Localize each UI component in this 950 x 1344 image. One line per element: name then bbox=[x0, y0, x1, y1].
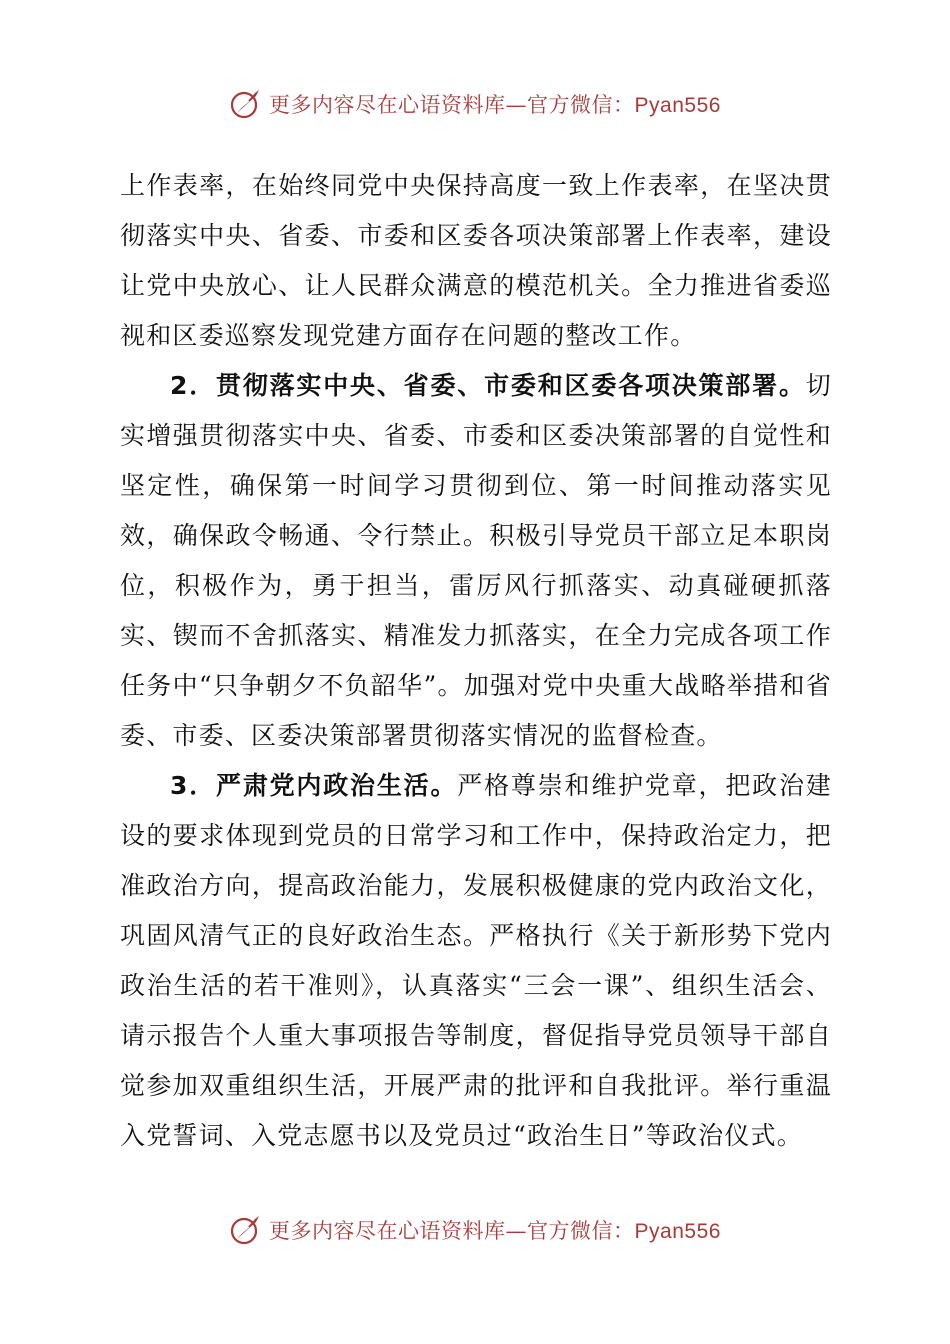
document-body bbox=[120, 161, 832, 1161]
paragraph-1: 上作表率，在始终同党中央保持高度一致上作表率，在坚决贯彻落实中央、省委、市委和区委各项决策部署上作表率，建设让党中央放心、让人民群众满意的模范机关。全力推进省委巡视和区委巡察发现党建方面存在问题的整改工作。 bbox=[120, 171, 832, 350]
footer-banner-text: 更多内容尽在心语资料库—官方微信：Pyan556 bbox=[269, 1219, 721, 1243]
quill-logo-icon bbox=[229, 87, 263, 121]
paragraph-2 bbox=[120, 361, 832, 761]
header-wechat-id: Pyan556 bbox=[634, 94, 721, 117]
section-2-heading: 2．贯彻落实中央、省委、市委和区委各项决策部署。 bbox=[170, 371, 806, 400]
header-banner bbox=[0, 84, 950, 124]
quill-logo-icon bbox=[229, 1213, 263, 1247]
section-3-text: 严格尊崇和维护党章，把政治建设的要求体现到党员的日常学习和工作中，保持政治定力，把准政治方向，提高政治能力，发展积极健康的党内政治文化，巩固风清气正的良好政治生态。严格执行《关于新形势下党内政治生活的若干准则》，认真落实“三会一课”、组织生活会、请示报告个人重大事项报告等制度，督促指导党员领导干部自觉参加双重组织生活，开展严肃的批评和自我批评。举行重温入党誓词、入党志愿书以及党员过“政治生日”等政治仪式。 bbox=[120, 771, 832, 1150]
section-2-text: 切实增强贯彻落实中央、省委、市委和区委决策部署的自觉性和坚定性，确保第一时间学习贯彻到位、第一时间推动落实见效，确保政令畅通、令行禁止。积极引导党员干部立足本职岗位，积极作为，勇于担当，雷厉风行抓落实、动真碰硬抓落实、锲而不舍抓落实、精准发力抓落实，在全力完成各项工作任务中“只争朝夕不负韶华”。加强对党中央重大战略举措和省委、市委、区委决策部署贯彻落实情况的监督检查。 bbox=[120, 371, 832, 750]
header-banner-text: 更多内容尽在心语资料库—官方微信：Pyan556 bbox=[269, 93, 721, 117]
footer-wechat-id: Pyan556 bbox=[634, 1220, 721, 1243]
paragraph-3 bbox=[120, 761, 832, 1161]
section-3-heading: 3．严肃党内政治生活。 bbox=[170, 771, 458, 800]
footer-banner bbox=[0, 1210, 950, 1250]
